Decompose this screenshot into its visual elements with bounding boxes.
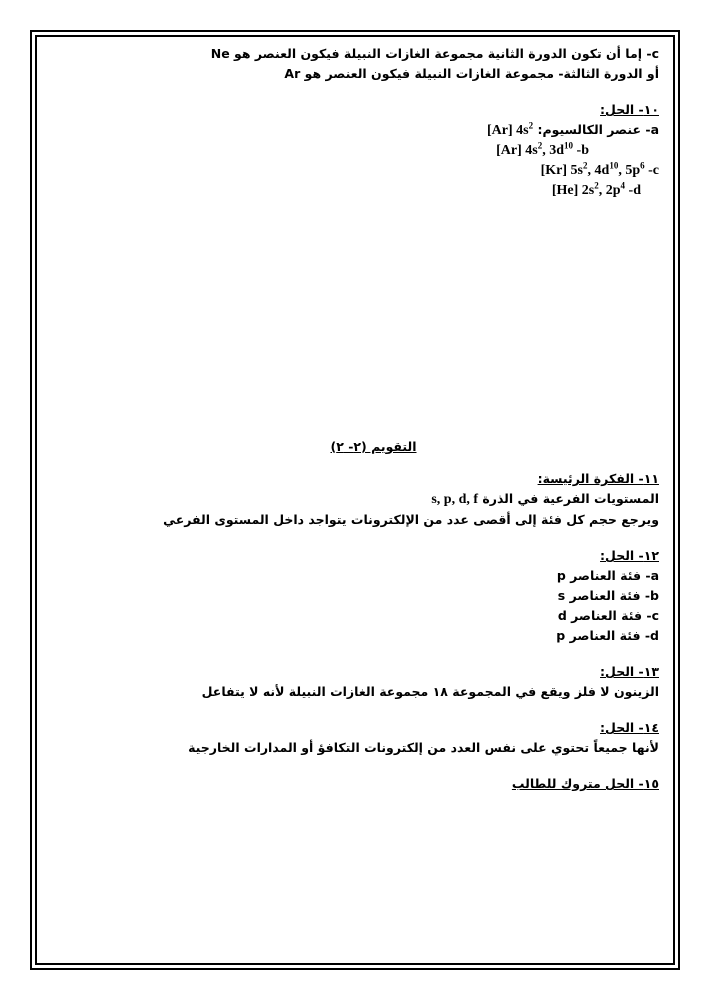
q10-item-a: [48, 120, 659, 141]
q12-item-a: a- فئة العناصر p: [556, 568, 659, 583]
document-body: [48, 44, 659, 794]
q12-item-c: c- فئة العناصر d: [557, 608, 659, 623]
q10-item-b: [48, 141, 659, 161]
q12-heading: ١٢- الحل:: [600, 548, 659, 563]
q10-a-config: [Ar] $4s^2$: [487, 120, 534, 138]
sublevel-letters: s, p, d, f: [431, 492, 479, 507]
q10-item-c: [48, 161, 659, 181]
q11-heading: ١١- الفكرة الرئيسة:: [537, 471, 659, 486]
q15-heading: ١٥- الحل متروك للطالب: [511, 776, 659, 791]
q14-heading: ١٤- الحل:: [600, 720, 659, 735]
q10-item-d: [48, 181, 659, 201]
q10-heading: ١٠- الحل:: [600, 102, 659, 117]
evaluation-title: التقويم (٢- ٢): [330, 439, 417, 454]
q12-item-d: d- فئة العناصر p: [556, 628, 659, 643]
q10-c-config: [Kr] $5s^2$, $4d^{10}$, $5p^6$ -c: [540, 160, 659, 178]
q12-item-b: b- فئة العناصر s: [557, 588, 659, 603]
q10-d-config: [He] $2s^2$, $2p^4$ -d: [551, 180, 641, 198]
q11-line-1: المستويات الفرعية في الذرة s, p, d, f: [431, 491, 659, 507]
q10-a-prefix: a- عنصر الكالسيوم:: [537, 122, 659, 137]
q9c-line-2: أو الدورة الثالثة- مجموعة الغازات النبيلة فيكون العنصر هو Ar: [284, 66, 659, 81]
q13-heading: ١٣- الحل:: [600, 664, 659, 679]
q14-text: لأنها جميعاً تحتوي على نفس العدد من إلكترونات التكافؤ أو المدارات الخارجية: [188, 740, 659, 755]
q11-line-2: ويرجع حجم كل فئة إلى أقصى عدد من الإلكترونات يتواجد داخل المستوى الفرعي: [163, 512, 659, 527]
q10-b-config: [Ar] $4s^2$, $3d^{10}$ -b: [496, 140, 589, 158]
q9c-line-1: c- إما أن تكون الدورة الثانية مجموعة الغازات النبيلة فيكون العنصر هو Ne: [210, 46, 659, 61]
q13-text: الزينون لا فلز ويقع في المجموعة ١٨ مجموعة الغازات النبيلة لأنه لا يتفاعل: [201, 684, 659, 699]
